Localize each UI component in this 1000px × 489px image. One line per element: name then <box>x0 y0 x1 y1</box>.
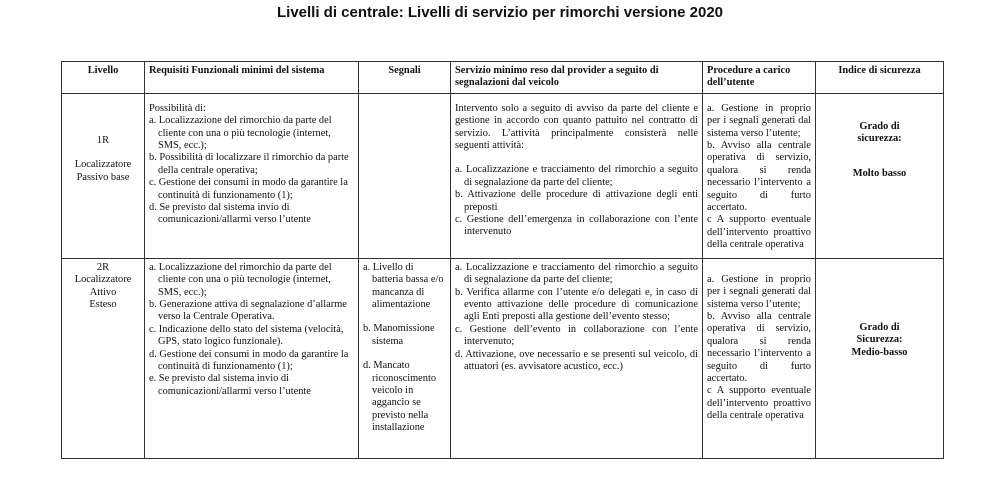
requisiti-intro: Possibilità di: <box>149 102 206 114</box>
list-item: d. Mancato riconoscimento veicolo in aggancio se previsto nella installazione <box>363 360 437 434</box>
table-header-row <box>62 62 944 94</box>
header-livello: Livello <box>62 62 145 94</box>
level-name: Localizzatore <box>74 159 132 171</box>
list-item: a. Localizzazione e tracciamento del rimorchio a seguito di segnalazione da parte del cliente; <box>455 261 698 286</box>
service-levels-table <box>61 61 944 459</box>
list-item: d. Attivazione, ove necessario e se presenti sul veicolo, di attuatori (es. avvisatore acustico, ecc.) <box>455 348 698 373</box>
header-segnali: Segnali <box>359 62 451 94</box>
list-item: b. Avviso alla centrale operativa di servizio, qualora si renda necessario l’intervento a seguito di furto accertato. <box>707 311 811 385</box>
list-item: c A supporto eventuale dell’intervento proattivo della centrale operativa <box>707 214 811 251</box>
page-title: Livelli di centrale: Livelli di servizio per rimorchi versione 2020 <box>276 4 723 21</box>
procedure-cell <box>703 258 816 458</box>
table-row <box>62 258 944 458</box>
list-item: c. Gestione dell’evento in collaborazione con l’ente intervenuto; <box>455 323 698 348</box>
list-item: a. Gestione in proprio per i segnali generati dal sistema verso l’utente; <box>707 102 811 139</box>
servizio-cell <box>451 258 703 458</box>
servizio-intro: Intervento solo a seguito di avviso da parte del cliente e gestione in accordo con quanto pattuito nel contratto di servizio. L’attività principalmente consisterà nelle seguenti attività: <box>455 102 698 152</box>
list-item: d. Se previsto dal sistema invio di comunicazioni/allarmi verso l’utente <box>149 202 311 226</box>
header-servizio: Servizio minimo reso dal provider a seguito di segnalazioni dal veicolo <box>451 62 703 94</box>
indice-cell <box>816 258 944 458</box>
servizio-cell <box>451 93 703 258</box>
segnali-cell <box>359 258 451 458</box>
level-name: Esteso <box>89 299 117 311</box>
list-item: b. Generazione attiva di segnalazione d’allarme verso la Centrale Operativa. <box>149 299 347 323</box>
segnali-cell <box>359 93 451 258</box>
indice-cell <box>816 93 944 258</box>
procedure-cell <box>703 93 816 258</box>
list-item: a. Localizzazione del rimorchio da parte del cliente con una o più tecnologie (internet, SMS, ecc.); <box>149 115 332 152</box>
list-item: d. Gestione dei consumi in modo da garantire la continuità di funzionamento (1); <box>149 348 349 373</box>
level-code: 2R <box>96 261 110 273</box>
list-item: b. Attivazione delle procedure di attivazione degli enti preposti <box>455 189 698 213</box>
grado-value: Medio-basso <box>851 346 908 358</box>
level-name: Localizzatore <box>74 274 132 286</box>
list-item: a. Gestione in proprio per i segnali generati dal sistema verso l’utente; <box>707 273 811 310</box>
level-cell <box>62 258 145 458</box>
level-cell <box>62 93 145 258</box>
header-requisiti: Requisiti Funzionali minimi del sistema <box>145 62 359 94</box>
list-item: e. Se previsto dal sistema invio di comunicazioni/allarmi verso l’utente <box>149 373 311 397</box>
list-item: c. Indicazione dello stato del sistema (velocità, GPS, stato logico funzionale). <box>149 323 344 348</box>
list-item: b. Possibilità di localizzare il rimorchio da parte della centrale operativa; <box>149 152 349 176</box>
grado-label: Grado di <box>859 120 900 132</box>
table-row <box>62 93 944 258</box>
header-procedure: Procedure a carico dell’utente <box>703 62 816 94</box>
list-item: b. Manomissione sistema <box>363 323 435 347</box>
level-code: 1R <box>96 134 110 146</box>
grado-value: Molto basso <box>852 167 907 179</box>
list-item: c. Gestione dell’emergenza in collaborazione con l’ente intervenuto <box>455 214 698 238</box>
list-item: a. Localizzazione e tracciamento del rimorchio a seguito di segnalazione da parte del cliente; <box>455 164 698 188</box>
requisiti-cell <box>145 93 359 258</box>
grado-label: sicurezza: <box>857 133 902 145</box>
list-item: a. Localizzazione del rimorchio da parte del cliente con una o più tecnologie (internet, SMS, ecc.); <box>149 261 332 298</box>
grado-label: Sicurezza: <box>856 334 903 346</box>
grado-label: Grado di <box>859 321 900 333</box>
list-item: b. Verifica allarme con l’utente e/o delegati e, in caso di evento attivazione delle procedure di comunicazione agli Enti preposti alla gestione dell’evento stesso; <box>455 286 698 323</box>
level-name: Attivo <box>89 286 117 298</box>
list-item: c. Gestione dei consumi in modo da garantire la continuità di funzionamento (1); <box>149 177 348 201</box>
requisiti-cell <box>145 258 359 458</box>
list-item: a. Livello di batteria bassa e/o mancanza di alimentazione <box>363 261 444 311</box>
header-indice: Indice di sicurezza <box>816 62 944 94</box>
list-item: c A supporto eventuale dell’intervento proattivo della centrale operativa <box>707 385 811 422</box>
list-item: b. Avviso alla centrale operativa di servizio, qualora si renda necessario l’intervento a seguito di furto accertato. <box>707 140 811 214</box>
level-name: Passivo base <box>76 171 130 183</box>
